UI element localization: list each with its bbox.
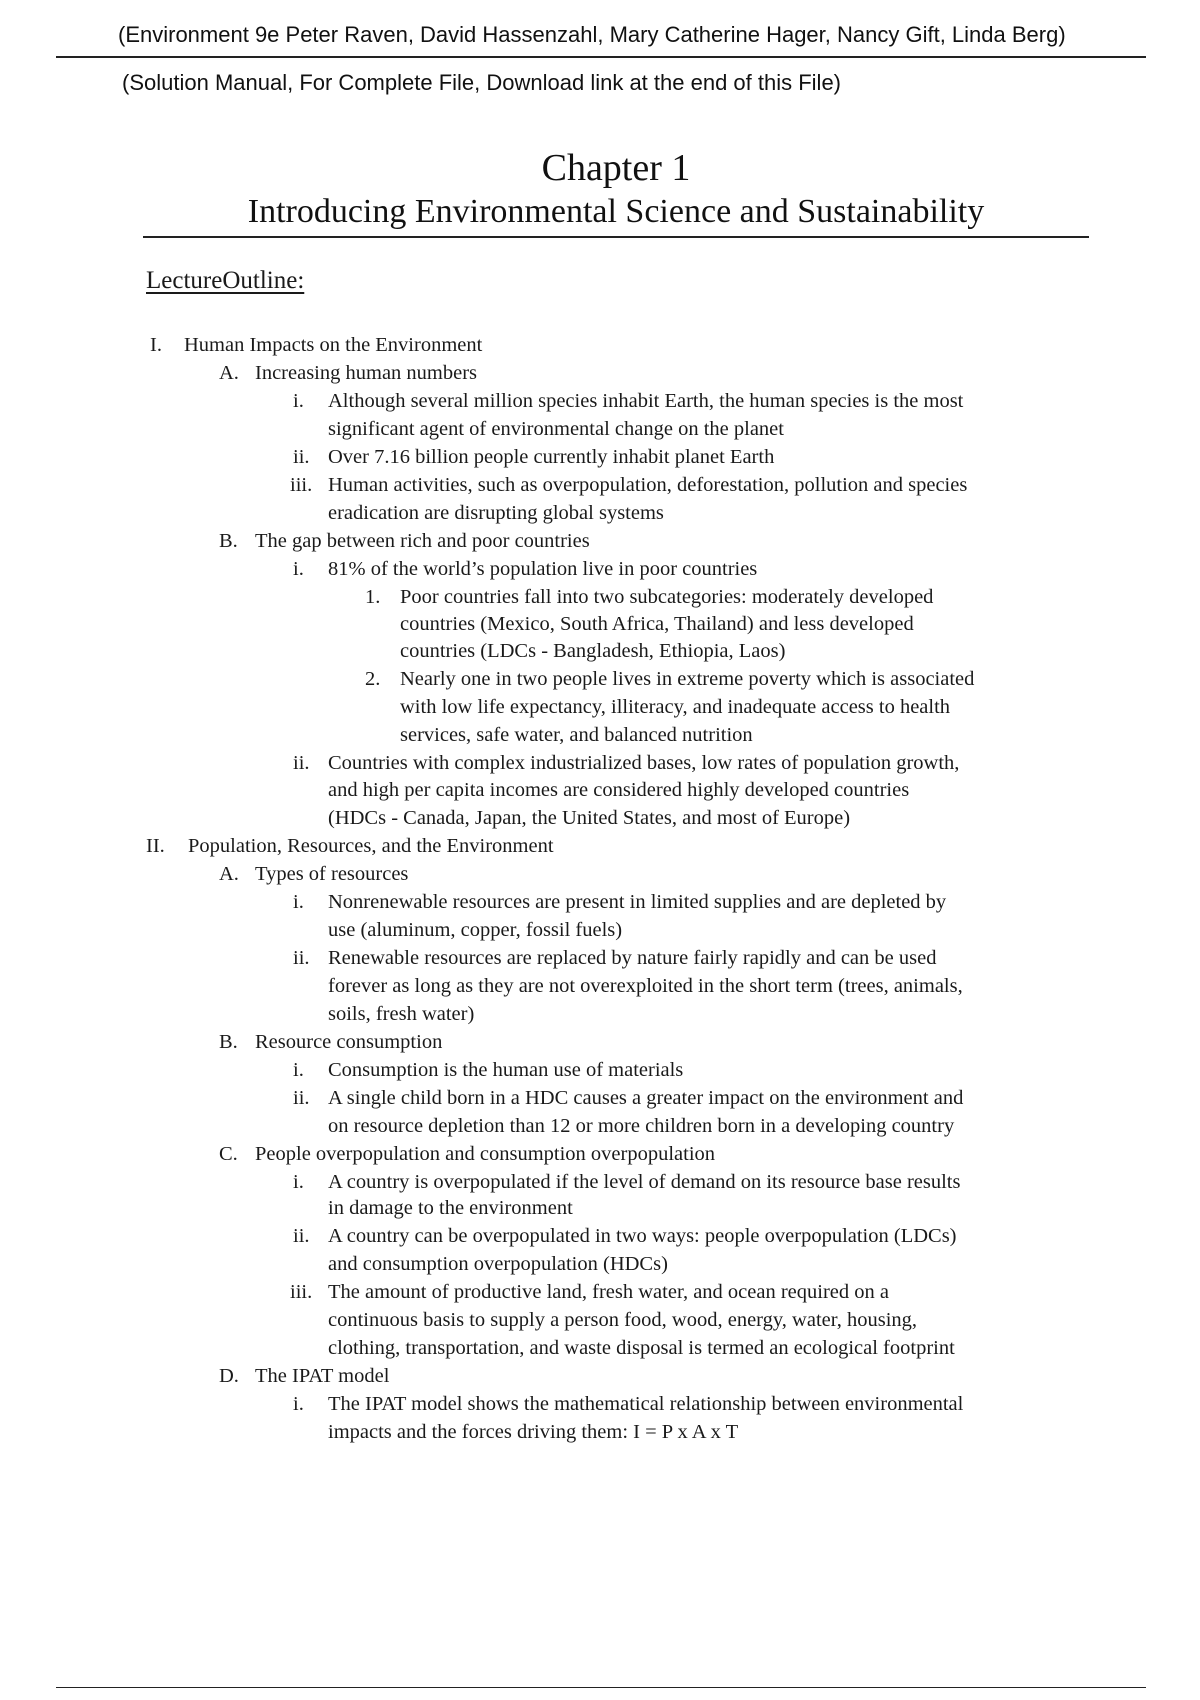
outline-item-I-A-iii-line1: Human activities, such as overpopulation, deforestation, pollution and species (328, 474, 968, 496)
outline-marker-II-B-i: i. (293, 1059, 304, 1081)
outline-item-I-B: The gap between rich and poor countries (255, 530, 590, 552)
outline-item-I-A: Increasing human numbers (255, 362, 478, 384)
outline-marker-I-A-ii: ii. (293, 446, 310, 468)
outline-item-I-B-ii-line2: and high per capita incomes are considered highly developed countries (328, 779, 910, 801)
outline-item-II-A-ii-line3: soils, fresh water) (328, 1003, 475, 1025)
outline-item-II-B-i-line1: Consumption is the human use of materials (328, 1059, 684, 1081)
outline-item-I-B-i-2-line2: with low life expectancy, illiteracy, and inadequate access to health (400, 696, 951, 718)
outline-marker-II-D-i: i. (293, 1393, 304, 1415)
outline-marker-I-A-iii: iii. (290, 474, 313, 496)
outline-item-II-C-iii-line3: clothing, transportation, and waste disposal is termed an ecological footprint (328, 1337, 955, 1359)
outline-item-II-A-i-line2: use (aluminum, copper, fossil fuels) (328, 919, 623, 941)
outline-marker-I: I. (150, 334, 162, 356)
outline-item-I-B-ii-line3: (HDCs - Canada, Japan, the United States, and most of Europe) (328, 807, 851, 829)
outline-marker-I-A: A. (219, 362, 239, 384)
outline-item-I-B-i-1-line2: countries (Mexico, South Africa, Thailand) and less developed (400, 613, 914, 635)
outline-item-II-C-iii-line2: continuous basis to supply a person food, wood, energy, water, housing, (328, 1309, 918, 1331)
outline-marker-I-B-i-1: 1. (365, 586, 381, 608)
outline-marker-I-B-i: i. (293, 558, 304, 580)
outline-item-I-B-i-line1: 81% of the world’s population live in poor countries (328, 558, 758, 580)
outline-item-II-B-ii-line2: on resource depletion than 12 or more children born in a developing country (328, 1115, 955, 1137)
outline-item-II-B-ii-line1: A single child born in a HDC causes a greater impact on the environment and (328, 1087, 964, 1109)
outline-marker-II-A: A. (219, 863, 239, 885)
title-divider (143, 236, 1089, 238)
outline-marker-I-B-i-2: 2. (365, 668, 381, 690)
outline-item-I-A-i-line2: significant agent of environmental change on the planet (328, 418, 784, 440)
outline-item-I-B-i-1-line3: countries (LDCs - Bangladesh, Ethiopia, Laos) (400, 640, 786, 662)
outline-item-I-A-ii-line1: Over 7.16 billion people currently inhabit planet Earth (328, 446, 775, 468)
outline-item-II-A-ii-line2: forever as long as they are not overexploited in the short term (trees, animals, (328, 975, 963, 997)
outline-marker-II-A-i: i. (293, 891, 304, 913)
outline-marker-II-C: C. (219, 1143, 238, 1165)
outline-marker-II-C-ii: ii. (293, 1225, 310, 1247)
outline-item-II: Population, Resources, and the Environment (188, 835, 554, 857)
footer-divider (56, 1687, 1146, 1688)
outline-item-II-A-i-line1: Nonrenewable resources are present in limited supplies and are depleted by (328, 891, 947, 913)
outline-item-II-C-ii-line1: A country can be overpopulated in two ways: people overpopulation (LDCs) (328, 1225, 957, 1247)
outline-marker-II-B-ii: ii. (293, 1087, 310, 1109)
lecture-outline-heading: LectureOutline: (146, 267, 305, 294)
solution-manual-note: (Solution Manual, For Complete File, Download link at the end of this File) (122, 70, 842, 95)
outline-item-II-C-iii-line1: The amount of productive land, fresh water, and ocean required on a (328, 1281, 889, 1303)
outline-marker-I-B-ii: ii. (293, 752, 310, 774)
outline-item-I-B-ii-line1: Countries with complex industrialized bases, low rates of population growth, (328, 752, 960, 774)
outline-item-I-A-i-line1: Although several million species inhabit Earth, the human species is the most (328, 390, 964, 412)
outline-item-I-B-i-2-line3: services, safe water, and balanced nutrition (400, 724, 753, 746)
outline-item-II-C-ii-line2: and consumption overpopulation (HDCs) (328, 1253, 668, 1275)
outline-item-I-A-iii-line2: eradication are disrupting global systems (328, 502, 664, 524)
outline-item-II-A-ii-line1: Renewable resources are replaced by nature fairly rapidly and can be used (328, 947, 937, 969)
outline-item-II-C-i-line1: A country is overpopulated if the level of demand on its resource base results (328, 1171, 961, 1193)
outline-item-II-A: Types of resources (255, 863, 409, 885)
outline-item-II-D-i-line1: The IPAT model shows the mathematical relationship between environmental (328, 1393, 964, 1415)
outline-item-I-B-i-2-line1: Nearly one in two people lives in extreme poverty which is associated (400, 668, 975, 690)
outline-item-II-D-i-line2: impacts and the forces driving them: I = P x A x T (328, 1421, 739, 1443)
chapter-title: Chapter 1 (541, 147, 691, 189)
outline-marker-II-C-i: i. (293, 1171, 304, 1193)
outline-item-II-C-i-line2: in damage to the environment (328, 1197, 573, 1219)
book-citation-header: (Environment 9e Peter Raven, David Hassenzahl, Mary Catherine Hager, Nancy Gift, Linda Berg) (118, 22, 1066, 47)
outline-marker-II-A-ii: ii. (293, 947, 310, 969)
outline-marker-I-A-i: i. (293, 390, 304, 412)
outline-marker-II-B: B. (219, 1031, 238, 1053)
outline-item-I: Human Impacts on the Environment (184, 334, 483, 356)
outline-marker-II: II. (146, 835, 165, 857)
header-divider (56, 56, 1146, 58)
outline-item-II-C: People overpopulation and consumption overpopulation (255, 1143, 716, 1165)
outline-item-I-B-i-1-line1: Poor countries fall into two subcategories: moderately developed (400, 586, 934, 608)
outline-item-II-B: Resource consumption (255, 1031, 443, 1053)
outline-item-II-D: The IPAT model (255, 1365, 390, 1387)
outline-marker-I-B: B. (219, 530, 238, 552)
outline-marker-II-D: D. (219, 1365, 239, 1387)
outline-marker-II-C-iii: iii. (290, 1281, 313, 1303)
chapter-subtitle: Introducing Environmental Science and Sustainability (247, 193, 985, 230)
